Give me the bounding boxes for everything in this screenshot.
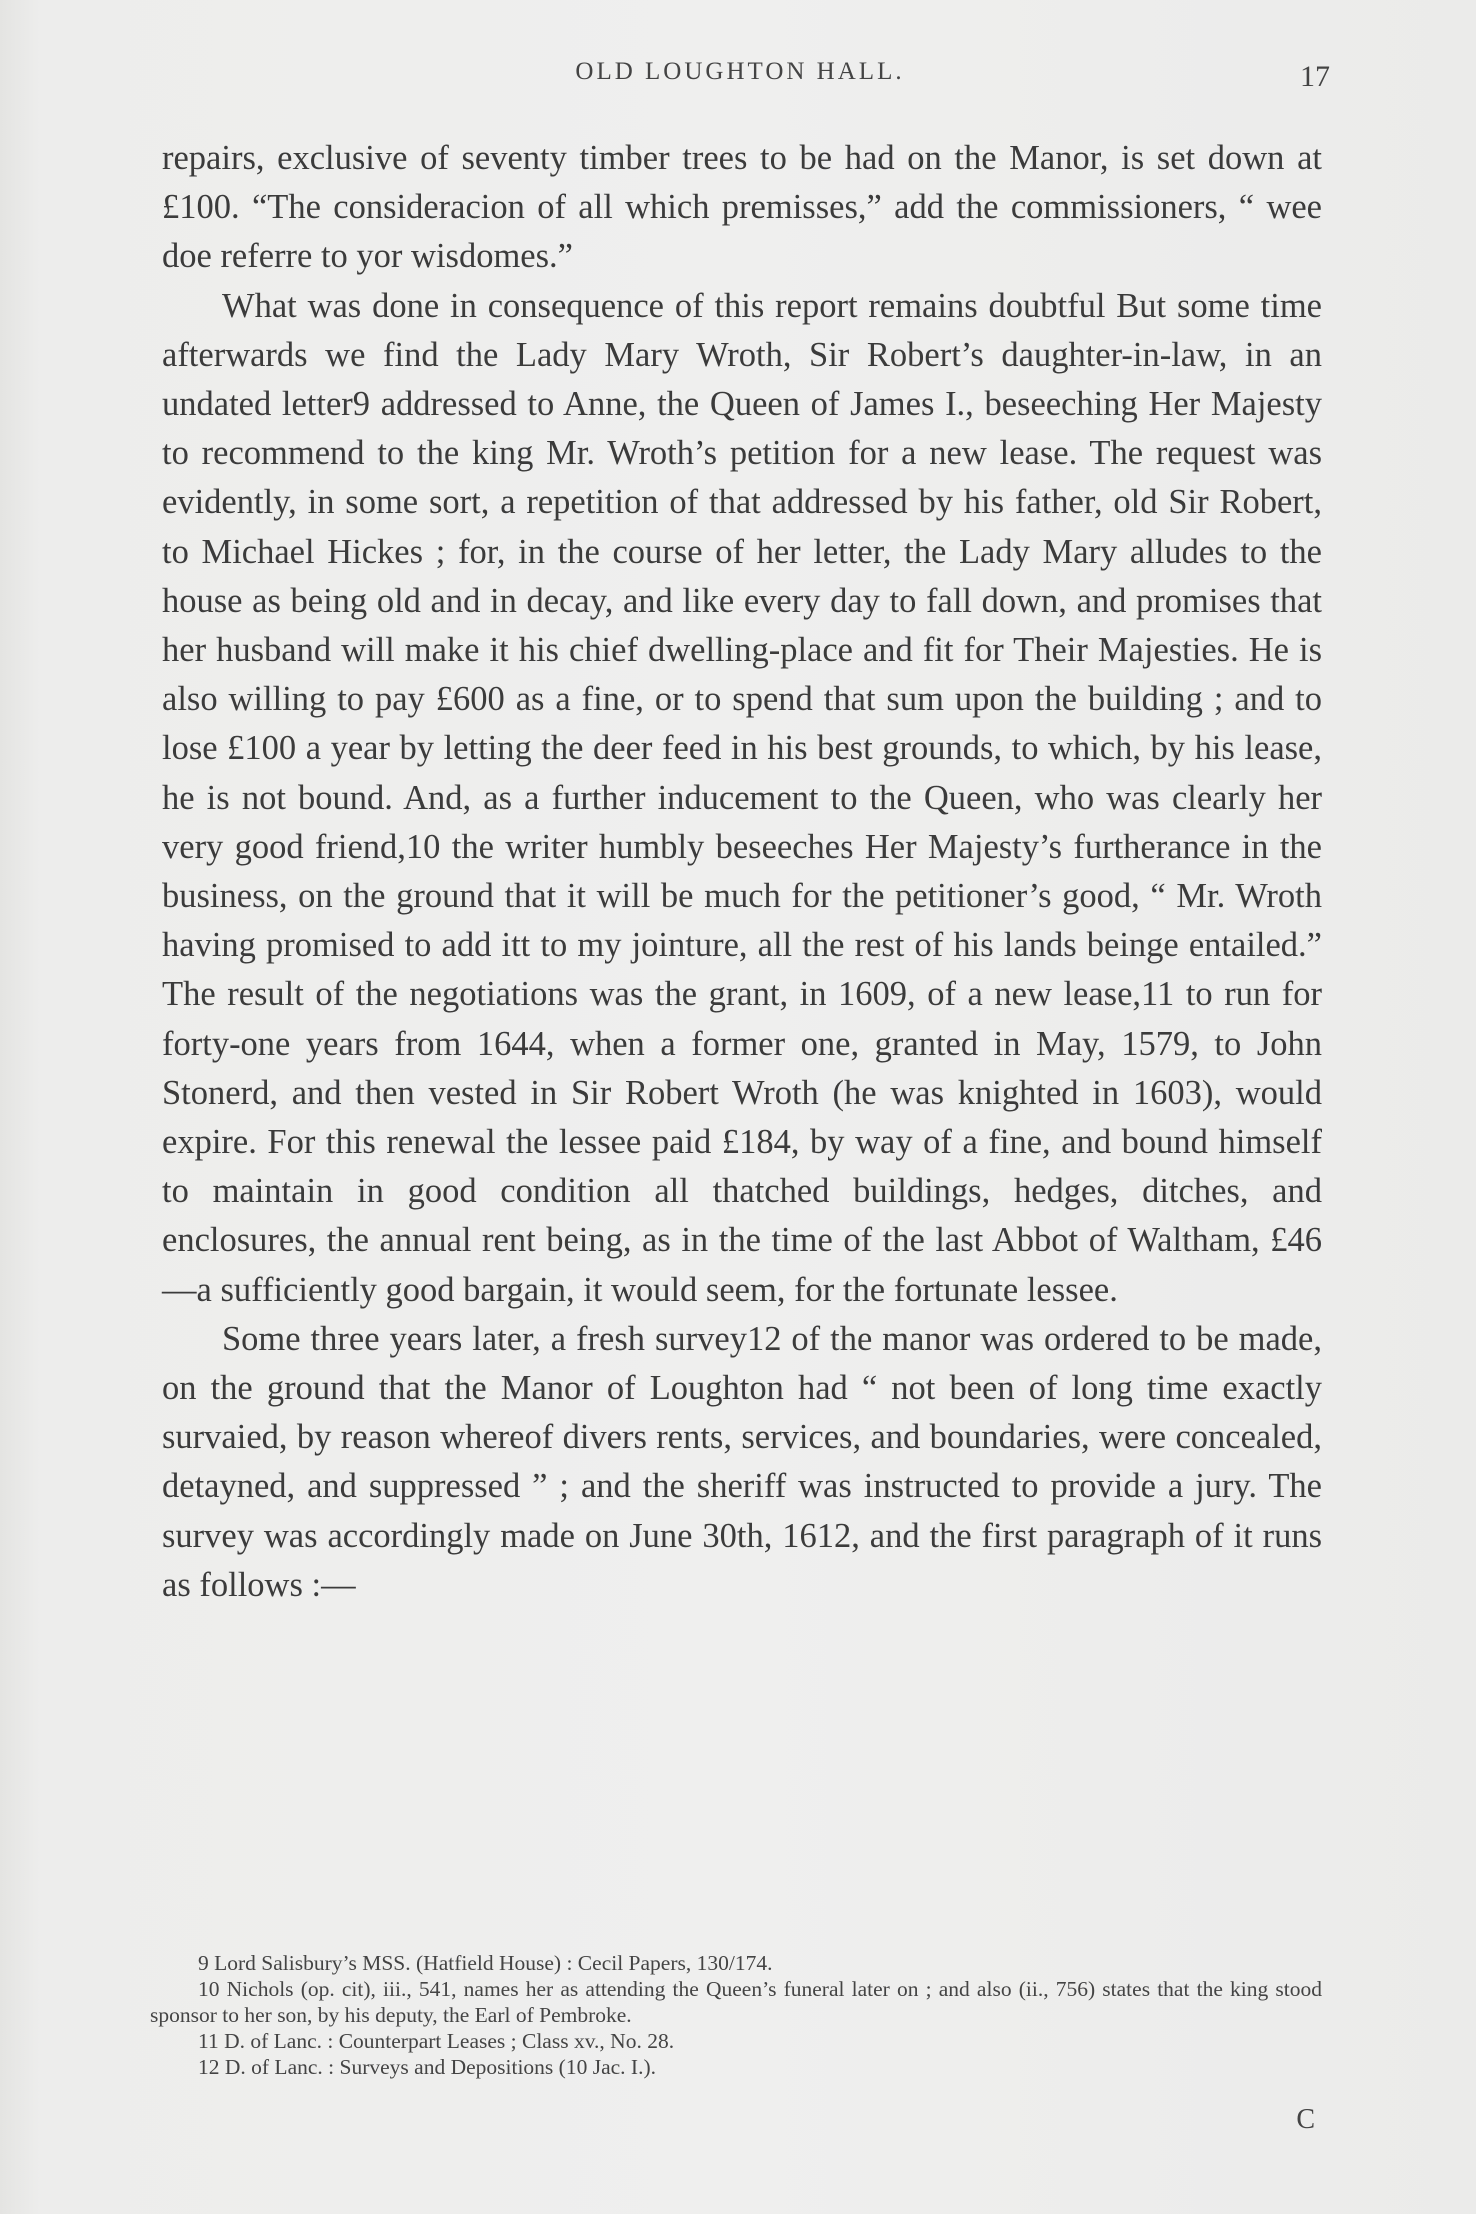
footnotes: [150, 1950, 1322, 2080]
signature-mark: C: [1296, 2104, 1316, 2135]
running-head: OLD LOUGHTON HALL.: [575, 58, 905, 85]
paragraph: Some three years later, a fresh survey12 of the manor was ordered to be made, on the ground that the Manor of Loughton had “ not been of long time exactly survaied, by reason whereof divers rents, services, and boundaries, were concealed, detayned, and suppressed ” ; and the sheriff was instructed to provide a jury. The survey was accordingly made on June 30th, 1612, and the first paragraph of it runs as follows :—: [162, 1319, 1322, 1604]
footnote: 11 D. of Lanc. : Counterpart Leases ; Class xv., No. 28.: [198, 2029, 675, 2053]
body-text: [162, 134, 1322, 1610]
paragraph-continued: repairs, exclusive of seventy timber trees to be had on the Manor, is set down at £100. “The consideracion of all which premisses,” add the commissioners, “ wee doe referre to yor wisdomes.”: [162, 139, 1322, 276]
page-header: [150, 58, 1330, 98]
footnote: 9 Lord Salisbury’s MSS. (Hatfield House) : Cecil Papers, 130/174.: [198, 1951, 773, 1975]
footnote: 10 Nichols (op. cit), iii., 541, names her as attending the Queen’s funeral later on ; and also (ii., 756) states that the king stood sponsor to her son, by his deputy, the Earl of Pembroke.: [150, 1977, 1322, 2027]
footnote: 12 D. of Lanc. : Surveys and Depositions (10 Jac. I.).: [198, 2055, 656, 2079]
page-number: 17: [1300, 60, 1330, 93]
paragraph: What was done in consequence of this report remains doubtful But some time afterwards we find the Lady Mary Wroth, Sir Robert’s daughter-in-law, in an undated letter9 addressed to Anne, the Queen of James I., beseeching Her Majesty to recommend to the king Mr. Wroth’s petition for a new lease. The request was evidently, in some sort, a repetition of that addressed by his father, old Sir Robert, to Michael Hickes ; for, in the course of her letter, the Lady Mary alludes to the house as being old and in decay, and like every day to fall down, and promises that her husband will make it his chief dwelling-place and fit for Their Majesties. He is also willing to pay £600 as a fine, or to spend that sum upon the building ; and to lose £100 a year by letting the deer feed in his best grounds, to which, by his lease, he is not bound. And, as a further inducement to the Queen, who was clearly her very good friend,10 the writer humbly beseeches Her Majesty’s furtherance in the business, on the ground that it will be much for the petitioner’s good, “ Mr. Wroth having promised to add itt to my jointure, all the rest of his lands beinge entailed.” The result of the negotiations was the grant, in 1609, of a new lease,11 to run for forty-one years from 1644, when a former one, granted in May, 1579, to John Stonerd, and then vested in Sir Robert Wroth (he was knighted in 1603), would expire. For this renewal the lessee paid £184, by way of a fine, and bound himself to maintain in good condition all thatched buildings, hedges, ditches, and enclosures, the annual rent being, as in the time of the last Abbot of Waltham, £46—a sufficiently good bargain, it would seem, for the fortunate lessee.: [162, 286, 1322, 1309]
